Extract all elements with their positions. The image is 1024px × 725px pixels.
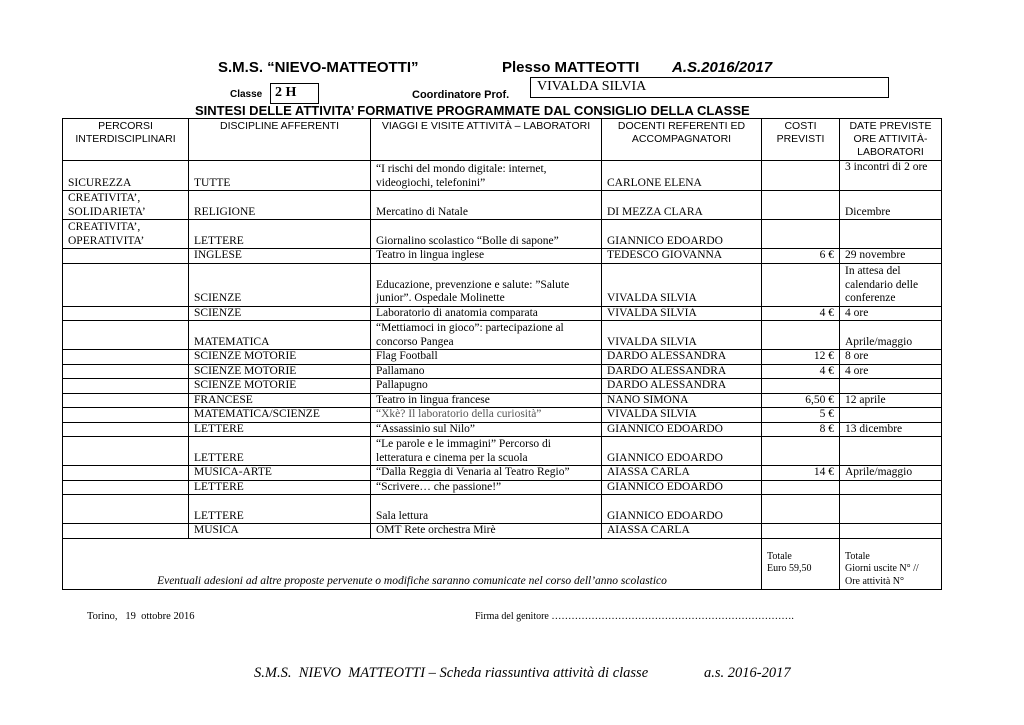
cell-percorso — [63, 524, 189, 539]
cell-percorso: CREATIVITA’, OPERATIVITA’ — [63, 220, 189, 249]
cell-costo: 6 € — [762, 249, 840, 264]
cell-attivita: Pallapugno — [371, 379, 602, 394]
totale-costi-value: Euro 59,50 — [767, 563, 812, 574]
cell-costo: 8 € — [762, 422, 840, 437]
cell-docente: GIANNICO EDOARDO — [602, 422, 762, 437]
cell-docente: DI MEZZA CLARA — [602, 191, 762, 220]
totale-giorni-label: Totale — [845, 550, 870, 562]
cell-disciplina: LETTERE — [189, 220, 371, 249]
cell-docente: NANO SIMONA — [602, 393, 762, 408]
cell-percorso — [63, 437, 189, 466]
cell-costo — [762, 495, 840, 524]
table-header-row — [63, 119, 942, 161]
cell-date — [840, 379, 942, 394]
table-row — [63, 495, 942, 524]
cell-disciplina: MUSICA — [189, 524, 371, 539]
cell-percorso — [63, 249, 189, 264]
place-date: Torino, 19 ottobre 2016 — [87, 611, 195, 622]
cell-percorso — [63, 422, 189, 437]
cell-date: 4 ore — [840, 364, 942, 379]
cell-attivita: “Assassinio sul Nilo” — [371, 422, 602, 437]
cell-costo — [762, 524, 840, 539]
cell-disciplina: TUTTE — [189, 161, 371, 191]
table-row — [63, 191, 942, 220]
cell-date — [840, 220, 942, 249]
cell-date — [840, 524, 942, 539]
table-row — [63, 437, 942, 466]
cell-costo: 5 € — [762, 408, 840, 423]
table-row — [63, 422, 942, 437]
cell-disciplina: LETTERE — [189, 422, 371, 437]
cell-attivita: Teatro in lingua francese — [371, 393, 602, 408]
cell-percorso — [63, 350, 189, 365]
activities-table — [62, 118, 942, 590]
cell-docente: AIASSA CARLA — [602, 524, 762, 539]
cell-disciplina: SCIENZE — [189, 306, 371, 321]
cell-docente: VIVALDA SILVIA — [602, 321, 762, 350]
cell-attivita: Sala lettura — [371, 495, 602, 524]
cell-costo — [762, 161, 840, 191]
cell-date: In attesa del calendario delle conferenze — [840, 263, 942, 306]
cell-attivita: “I rischi del mondo digitale: internet, videogiochi, telefonini” — [371, 161, 602, 191]
cell-costo: 14 € — [762, 466, 840, 481]
cell-disciplina: LETTERE — [189, 495, 371, 524]
cell-attivita: “Le parole e le immagini” Percorso di letteratura e cinema per la scuola — [371, 437, 602, 466]
table-row — [63, 408, 942, 423]
cell-docente: VIVALDA SILVIA — [602, 263, 762, 306]
table-row — [63, 263, 942, 306]
cell-date: Aprile/maggio — [840, 466, 942, 481]
cell-percorso — [63, 321, 189, 350]
cell-date — [840, 480, 942, 495]
cell-percorso — [63, 364, 189, 379]
cell-date: 3 incontri di 2 ore — [840, 161, 942, 191]
plesso: Plesso MATTEOTTI — [502, 59, 640, 76]
cell-docente: CARLONE ELENA — [602, 161, 762, 191]
cell-attivita: Educazione, prevenzione e salute: ”Salute junior”. Ospedale Molinette — [371, 263, 602, 306]
cell-disciplina: FRANCESE — [189, 393, 371, 408]
table-row — [63, 306, 942, 321]
cell-disciplina: INGLESE — [189, 249, 371, 264]
table-row — [63, 379, 942, 394]
cell-attivita: Flag Football — [371, 350, 602, 365]
cell-docente: DARDO ALESSANDRA — [602, 364, 762, 379]
cell-costo — [762, 220, 840, 249]
cell-attivita: Teatro in lingua inglese — [371, 249, 602, 264]
cell-docente: GIANNICO EDOARDO — [602, 220, 762, 249]
table-row — [63, 321, 942, 350]
cell-percorso — [63, 263, 189, 306]
cell-costo — [762, 379, 840, 394]
cell-docente: AIASSA CARLA — [602, 466, 762, 481]
cell-percorso — [63, 480, 189, 495]
cell-attivita: OMT Rete orchestra Mirè — [371, 524, 602, 539]
cell-percorso: SICUREZZA — [63, 161, 189, 191]
header-discipline: DISCIPLINE AFFERENTI — [189, 119, 371, 161]
cell-attivita: Mercatino di Natale — [371, 191, 602, 220]
cell-disciplina: MUSICA-ARTE — [189, 466, 371, 481]
cell-percorso — [63, 495, 189, 524]
table-row — [63, 350, 942, 365]
totale-costi-label: Totale — [767, 550, 792, 562]
totale-costi — [762, 538, 840, 589]
table-row — [63, 480, 942, 495]
header-costi: COSTI PREVISTI — [762, 119, 840, 161]
cell-docente: GIANNICO EDOARDO — [602, 495, 762, 524]
cell-disciplina: LETTERE — [189, 480, 371, 495]
cell-attivita: “Xkè? Il laboratorio della curiosità” — [371, 408, 602, 423]
table-row — [63, 220, 942, 249]
cell-costo: 12 € — [762, 350, 840, 365]
bottom-footer: S.M.S. NIEVO MATTEOTTI – Scheda riassuntiva attività di classe — [254, 665, 649, 681]
cell-docente: GIANNICO EDOARDO — [602, 437, 762, 466]
cell-percorso — [63, 466, 189, 481]
cell-attivita: Pallamano — [371, 364, 602, 379]
cell-date: 4 ore — [840, 306, 942, 321]
cell-date — [840, 495, 942, 524]
giorni-uscite: Giorni uscite N° // — [845, 563, 919, 574]
cell-date: 29 novembre — [840, 249, 942, 264]
cell-percorso — [63, 393, 189, 408]
cell-disciplina: MATEMATICA — [189, 321, 371, 350]
bottom-year: a.s. 2016-2017 — [704, 665, 791, 681]
cell-docente: GIANNICO EDOARDO — [602, 480, 762, 495]
header-docenti: DOCENTI REFERENTI ED ACCOMPAGNATORI — [602, 119, 762, 161]
cell-percorso: CREATIVITA’, SOLIDARIETA’ — [63, 191, 189, 220]
cell-disciplina: SCIENZE — [189, 263, 371, 306]
school-year: A.S.2016/2017 — [672, 59, 773, 76]
cell-date: 12 aprile — [840, 393, 942, 408]
cell-percorso — [63, 306, 189, 321]
cell-costo: 4 € — [762, 364, 840, 379]
coordinatore-value: VIVALDA SILVIA — [530, 77, 889, 98]
cell-date: Aprile/maggio — [840, 321, 942, 350]
ore-attivita: Ore attività N° — [845, 575, 904, 587]
header-percorsi: PERCORSI INTERDISCIPLINARI — [63, 119, 189, 161]
cell-percorso — [63, 379, 189, 394]
cell-attivita: Giornalino scolastico “Bolle di sapone” — [371, 220, 602, 249]
cell-costo — [762, 437, 840, 466]
cell-costo: 4 € — [762, 306, 840, 321]
cell-costo: 6,50 € — [762, 393, 840, 408]
footer-note: Eventuali adesioni ad altre proposte pervenute o modifiche saranno comunicate nel corso dell’anno scolastico — [63, 538, 762, 589]
cell-date: 8 ore — [840, 350, 942, 365]
parent-signature: Firma del genitore ………………………………………………………………. — [475, 611, 794, 622]
cell-disciplina: RELIGIONE — [189, 191, 371, 220]
classe-value: 2 H — [270, 83, 319, 104]
school-name: S.M.S. “NIEVO-MATTEOTTI” — [218, 59, 419, 76]
table-row — [63, 161, 942, 191]
cell-costo — [762, 263, 840, 306]
coordinatore-label: Coordinatore Prof. — [412, 89, 510, 101]
cell-disciplina: SCIENZE MOTORIE — [189, 364, 371, 379]
cell-attivita: Laboratorio di anatomia comparata — [371, 306, 602, 321]
cell-docente: DARDO ALESSANDRA — [602, 379, 762, 394]
classe-label: Classe — [230, 89, 263, 100]
cell-docente: TEDESCO GIOVANNA — [602, 249, 762, 264]
totale-giorni — [840, 538, 942, 589]
cell-date: Dicembre — [840, 191, 942, 220]
cell-docente: DARDO ALESSANDRA — [602, 350, 762, 365]
header-date: DATE PREVISTE ORE ATTIVITÀ-LABORATORI — [840, 119, 942, 161]
cell-disciplina: MATEMATICA/SCIENZE — [189, 408, 371, 423]
cell-costo — [762, 191, 840, 220]
cell-disciplina: SCIENZE MOTORIE — [189, 379, 371, 394]
cell-attivita: “Scrivere… che passione!” — [371, 480, 602, 495]
cell-costo — [762, 321, 840, 350]
table-row — [63, 466, 942, 481]
cell-attivita: “Mettiamoci in gioco”: partecipazione al concorso Pangea — [371, 321, 602, 350]
table-row — [63, 393, 942, 408]
cell-date — [840, 408, 942, 423]
cell-date: 13 dicembre — [840, 422, 942, 437]
table-row — [63, 524, 942, 539]
table-row — [63, 249, 942, 264]
table-footer-row — [63, 538, 942, 589]
cell-costo — [762, 480, 840, 495]
table-row — [63, 364, 942, 379]
cell-percorso — [63, 408, 189, 423]
cell-attivita: “Dalla Reggia di Venaria al Teatro Regio” — [371, 466, 602, 481]
cell-docente: VIVALDA SILVIA — [602, 408, 762, 423]
header-viaggi: VIAGGI E VISITE ATTIVITÀ – LABORATORI — [371, 119, 602, 161]
cell-docente: VIVALDA SILVIA — [602, 306, 762, 321]
cell-disciplina: SCIENZE MOTORIE — [189, 350, 371, 365]
cell-disciplina: LETTERE — [189, 437, 371, 466]
cell-date — [840, 437, 942, 466]
document-title: SINTESI DELLE ATTIVITA’ FORMATIVE PROGRAMMATE DAL CONSIGLIO DELLA CLASSE — [195, 103, 750, 118]
